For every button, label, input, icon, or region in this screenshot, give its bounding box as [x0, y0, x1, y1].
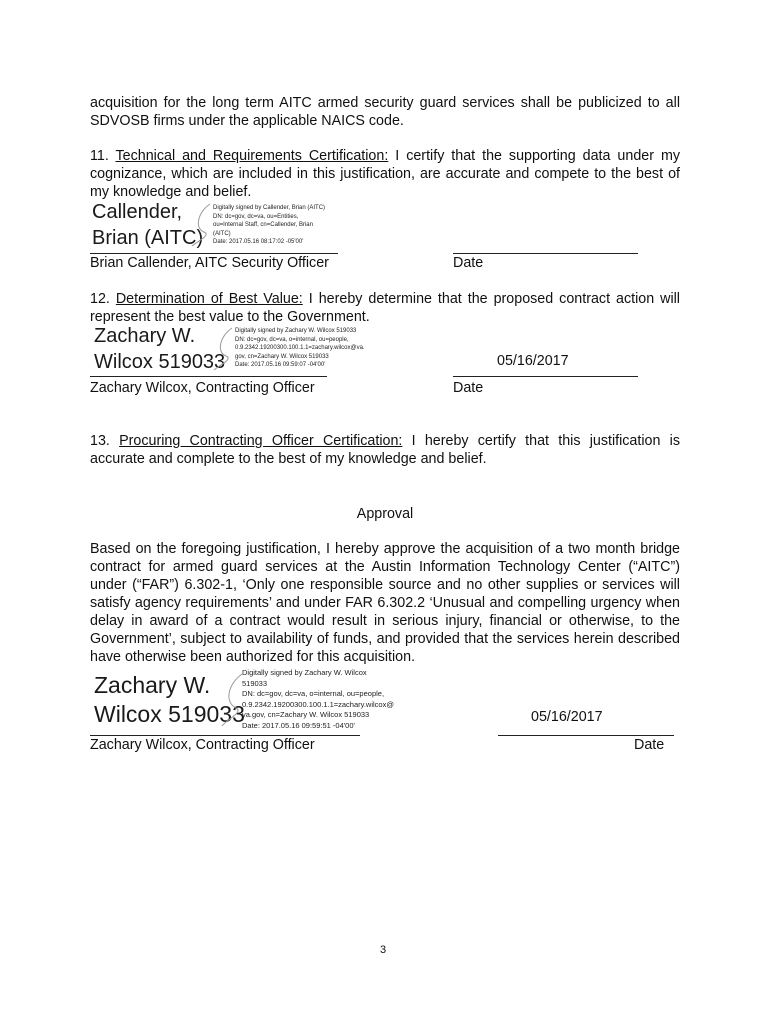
- section-13-number: 13.: [90, 433, 110, 449]
- intro-paragraph: acquisition for the long term AITC armed security guard services shall be publicized to all SDVOSB firms under the applicable NAICS code.: [90, 95, 680, 129]
- signer-label: Zachary Wilcox, Contracting Officer: [90, 737, 315, 753]
- section-13-heading: Procuring Contracting Officer Certification:: [119, 433, 403, 449]
- signature-detail-line: DN: dc=gov, dc=va, o=internal, ou=people,: [235, 336, 349, 343]
- signature-mark-icon: [212, 326, 236, 372]
- signature-name-line2: Brian (AITC): [92, 227, 204, 249]
- signature-detail-line: gov, cn=Zachary W. Wilcox 519033: [235, 353, 329, 360]
- section-11-paragraph: [90, 147, 680, 201]
- signature-detail-line: ou=Internal Staff, cn=Callender, Brian: [213, 222, 313, 228]
- signature-line: [90, 376, 327, 377]
- signature-detail-line: DN: dc=gov, dc=va, o=internal, ou=people,: [242, 689, 385, 699]
- signature-detail-line: 519033: [242, 678, 268, 688]
- signature-name-line1: Callender,: [92, 201, 183, 223]
- signature-detail-line: va.gov, cn=Zachary W. Wilcox 519033: [242, 710, 370, 720]
- date-line: [453, 376, 638, 377]
- signature-details: [235, 327, 365, 370]
- signature-detail-line: Date: 2017.05.16 09:59:07 -04'00': [235, 362, 326, 368]
- section-13-body: I hereby certify that this justification is accurate and complete to the best of my knowledge and belief.: [90, 433, 680, 467]
- section-12-body: I hereby determine that the proposed contract action will represent the best value to the Government.: [90, 291, 680, 325]
- signature-detail-line: 0.9.2342.19200300.100.1.1=zachary.wilcox@: [242, 699, 394, 709]
- signature-detail-line: Date: 2017.05.16 08:17:02 -05'00': [213, 239, 304, 245]
- section-11-number: 11.: [90, 148, 109, 164]
- section-12-paragraph: [90, 290, 680, 326]
- section-11-body: I certify that the supporting data under my cognizance, which are included in this justification, are accurate and compete to the best of my knowledge and belief.: [90, 148, 680, 200]
- signature-details: [242, 668, 394, 732]
- section-13-paragraph: [90, 432, 680, 468]
- signature-detail-line: DN: dc=gov, dc=va, ou=Entities,: [213, 213, 299, 220]
- date-label: Date: [634, 737, 665, 753]
- date-value: 05/16/2017: [497, 353, 569, 369]
- page-number: 3: [380, 944, 387, 956]
- approval-title: Approval: [356, 506, 414, 522]
- signature-detail-line: Digitally signed by Zachary W. Wilcox 519033: [235, 328, 357, 334]
- signature-name-line1: Zachary W.: [94, 325, 196, 347]
- section-12-heading: Determination of Best Value:: [115, 291, 303, 307]
- signature-name-line2: Wilcox 519033: [94, 701, 245, 727]
- date-label: Date: [453, 380, 484, 396]
- signer-label: Zachary Wilcox, Contracting Officer: [90, 380, 315, 396]
- signer-label: Brian Callender, AITC Security Officer: [90, 255, 329, 271]
- signature-details: [213, 204, 325, 247]
- section-12-number: 12.: [90, 291, 110, 307]
- signature-mark-icon: [190, 202, 214, 248]
- signature-detail-line: (AITC): [213, 230, 231, 237]
- signature-name-line1: Zachary W.: [94, 672, 211, 698]
- approval-paragraph: Based on the foregoing justification, I hereby approve the acquisition of a two month bridge contract for armed guard services at the Austin Information Technology Center (“AITC”) under (“FAR”) 6.302-1, ‘Only one responsible source and no other supplies or services will satisfy agency requirements’ and under FAR 6.302.2 ‘Unusual and compelling urgency when delay in award of a contract would result in serious injury, financial or otherwise, to the Government’, subject to availability of funds, and provided that the services herein described have otherwise been authorized for this acquisition.: [90, 541, 680, 665]
- date-label: Date: [453, 255, 484, 271]
- signature-detail-line: Date: 2017.05.16 09:59:51 -04'00': [242, 720, 355, 730]
- signature-name-line2: Wilcox 519033: [94, 351, 226, 373]
- signature-detail-line: Digitally signed by Zachary W. Wilcox: [242, 668, 367, 677]
- signature-detail-line: 0.9.2342.19200300.100.1.1=zachary.wilcox@va.: [235, 345, 365, 351]
- date-value: 05/16/2017: [531, 709, 603, 725]
- section-11-heading: Technical and Requirements Certification:: [115, 148, 389, 164]
- signature-detail-line: Digitally signed by Callender, Brian (AITC): [213, 205, 326, 211]
